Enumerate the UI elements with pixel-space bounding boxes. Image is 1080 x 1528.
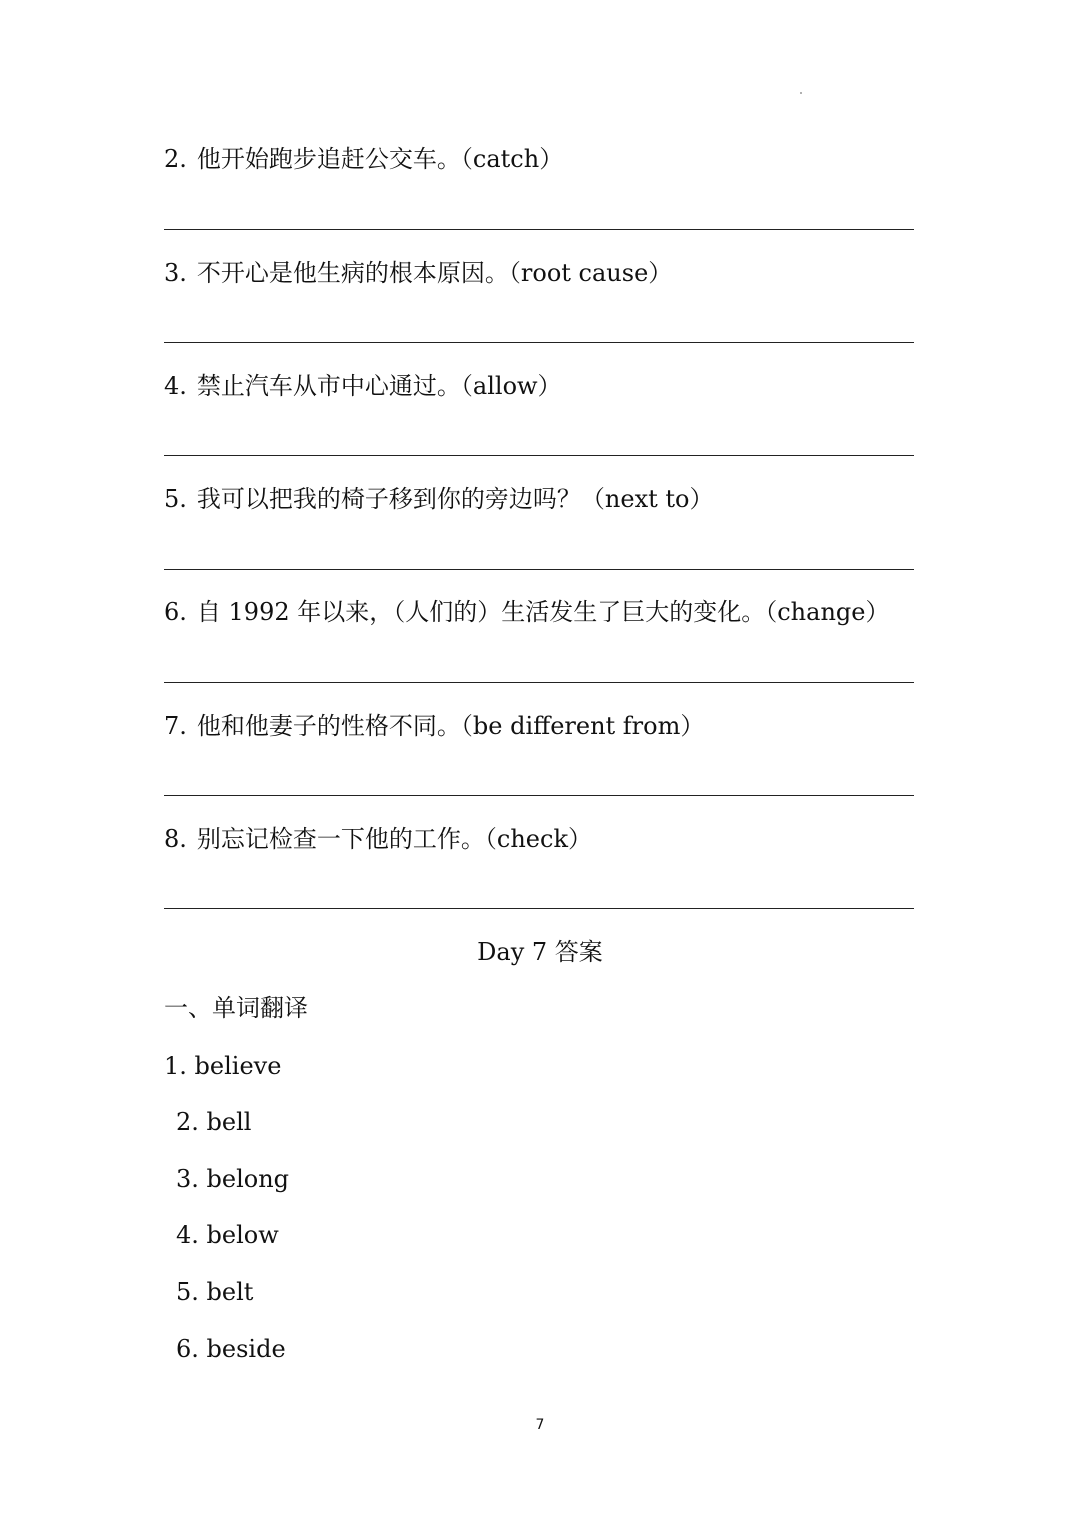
answer-line-7[interactable] — [164, 795, 914, 796]
question-text: 别忘记检查一下他的工作。（check） — [196, 825, 592, 853]
question-number: 5. — [164, 485, 187, 513]
question-number: 4. — [164, 372, 187, 400]
question-number: 3. — [164, 259, 187, 287]
scan-dot — [800, 92, 802, 94]
answer-line-3[interactable] — [164, 342, 914, 343]
answers-title: Day 7 答案 — [477, 938, 603, 966]
question-2 — [164, 144, 563, 174]
question-3 — [164, 258, 672, 288]
page-number: 7 — [535, 1417, 545, 1433]
question-number: 2. — [164, 145, 187, 173]
answer-line-5[interactable] — [164, 569, 914, 570]
question-5 — [164, 484, 713, 514]
question-number: 7. — [164, 712, 187, 740]
question-text: 我可以把我的椅子移到你的旁边吗？（next to） — [196, 485, 714, 513]
answer-word-5: 5. belt — [176, 1278, 254, 1306]
question-4 — [164, 371, 562, 401]
question-number: 6. — [164, 598, 187, 626]
answer-word-6: 6. beside — [176, 1335, 286, 1363]
question-8 — [164, 824, 592, 854]
answer-word-3: 3. belong — [176, 1165, 290, 1193]
question-text: 自 1992 年以来，（人们的）生活发生了巨大的变化。（change） — [196, 598, 890, 626]
question-number: 8. — [164, 825, 187, 853]
answer-word-4: 4. below — [176, 1221, 279, 1249]
answer-word-2: 2. bell — [176, 1108, 252, 1136]
question-text: 他和他妻子的性格不同。（be different from） — [196, 712, 705, 740]
question-7 — [164, 711, 704, 741]
question-6 — [164, 597, 889, 627]
section-heading: 一、单词翻译 — [164, 994, 308, 1022]
question-text: 禁止汽车从市中心通过。（allow） — [196, 372, 562, 400]
question-text: 不开心是他生病的根本原因。（root cause） — [196, 259, 673, 287]
answer-line-4[interactable] — [164, 455, 914, 456]
answer-line-2[interactable] — [164, 229, 914, 230]
answer-word-1: 1. believe — [164, 1052, 282, 1080]
answer-line-6[interactable] — [164, 682, 914, 683]
answer-line-8[interactable] — [164, 908, 914, 909]
question-text: 他开始跑步追赶公交车。（catch） — [196, 145, 564, 173]
